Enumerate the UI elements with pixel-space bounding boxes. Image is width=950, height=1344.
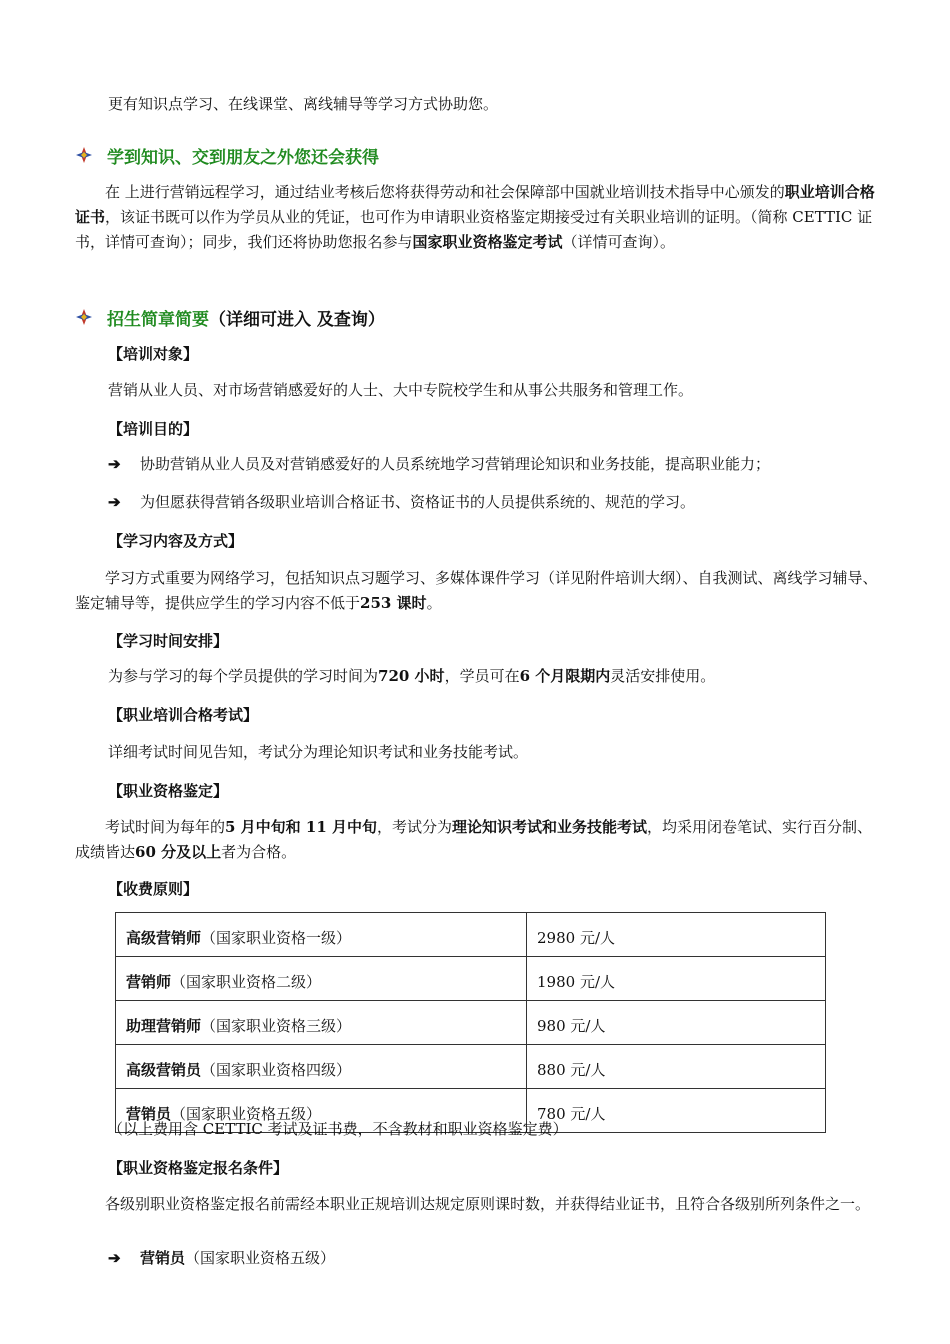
label-registration: 【职业资格鉴定报名条件】 [108, 1159, 289, 1177]
study-time-hours: 720 小时 [378, 667, 445, 685]
study-content-end: 。 [426, 594, 442, 612]
study-time-limit: 6 个月限期内 [519, 667, 611, 685]
fee-price-cell: 2980 元/人 [527, 913, 826, 957]
goal-item [108, 490, 695, 515]
level-title: 高级营销师 [126, 929, 202, 947]
level-title: 营销员 [126, 1105, 172, 1123]
exam-types: 理论知识考试和业务技能考试 [452, 818, 648, 836]
level-grade: （国家职业资格四级） [201, 1061, 352, 1079]
level-grade: （国家职业资格三级） [201, 1017, 352, 1035]
label-training-goal: 【培训目的】 [108, 420, 199, 438]
label-training-target: 【培训对象】 [108, 345, 199, 363]
registration-text: 各级别职业资格鉴定报名前需经本职业正规培训达规定原则课时数，并获得结业证书，且符合各级别所列条件之一。 [105, 1195, 871, 1213]
label-qualification: 【职业资格鉴定】 [108, 782, 229, 800]
level-title: 营销师 [126, 973, 172, 991]
qualification-text: 考试时间为每年的 [105, 818, 226, 836]
intro-line: 更有知识点学习、在线课堂、离线辅导等学习方式协助您。 [108, 95, 499, 113]
level-grade: （国家职业资格一级） [201, 929, 352, 947]
level-grade: （国家职业资格二级） [171, 973, 322, 991]
benefits-paragraph [75, 180, 880, 255]
study-time-text-cont: ，学员可在 [444, 667, 520, 685]
fee-price-cell: 1980 元/人 [527, 957, 826, 1001]
table-row [116, 1001, 826, 1045]
table-row [116, 1045, 826, 1089]
table-row [116, 913, 826, 957]
registration-item-level: （国家职业资格五级） [185, 1249, 336, 1267]
level-grade: （国家职业资格五级） [171, 1105, 322, 1123]
diamond-bullet-icon [75, 308, 93, 326]
fee-table [115, 912, 826, 1133]
fee-level-cell [116, 957, 527, 1001]
table-row [116, 957, 826, 1001]
level-title: 助理营销师 [126, 1017, 202, 1035]
qualification-paragraph [75, 815, 880, 865]
registration-item [108, 1246, 335, 1271]
fee-note: （以上费用含 CETTIC 考试及证书费，不含教材和职业资格鉴定费） [108, 1120, 568, 1138]
arrow-right-icon: ➔ [108, 1249, 121, 1267]
study-time-text: 为参与学习的每个学员提供的学习时间为 [108, 667, 379, 685]
study-content-paragraph [75, 566, 880, 616]
qualification-text-cont: ，考试分为 [377, 818, 453, 836]
pass-score: 60 分及以上 [135, 843, 222, 861]
goal-item [108, 452, 770, 477]
label-training-exam: 【职业培训合格考试】 [108, 706, 259, 724]
study-time-end: 灵活安排使用。 [610, 667, 716, 685]
goal-item-text: 协助营销从业人员及对营销感爱好的人员系统地学习营销理论知识和业务技能，提高职业能力； [140, 455, 771, 473]
fee-price-cell: 980 元/人 [527, 1001, 826, 1045]
benefits-text-cont: ，该证书既可以作为学员从业的凭证，也可作为申请职业资格鉴定期接受过有关职业培训的证明。（简称 CETTIC 证书，详情可查询）；同步，我们还将协助您报名参与 [75, 208, 873, 251]
training-exam-text: 详细考试时间见告知，考试分为理论知识考试和业务技能考试。 [108, 743, 529, 761]
section-heading-admission [75, 304, 385, 330]
qualification-end: 者为合格。 [221, 843, 297, 861]
study-content-text: 学习方式重要为网络学习，包括知识点习题学习、多媒体课件学习（详见附件培训大纲）、自我测试、离线学习辅导、鉴定辅导等，提供应学生的学习内容不低于 [75, 569, 878, 612]
registration-item-title: 营销员 [140, 1249, 186, 1267]
goal-item-text: 为但愿获得营销各级职业培训合格证书、资格证书的人员提供系统的、规范的学习。 [140, 493, 696, 511]
label-study-time: 【学习时间安排】 [108, 632, 229, 650]
training-target-text: 营销从业人员、对市场营销感爱好的人士、大中专院校学生和从事公共服务和管理工作。 [108, 381, 694, 399]
study-time-paragraph [108, 664, 715, 689]
label-study-content: 【学习内容及方式】 [108, 532, 244, 550]
fee-level-cell [116, 913, 527, 957]
study-hours: 253 课时 [360, 594, 427, 612]
section-title: 招生简章简要 [107, 309, 209, 330]
level-title: 高级营销员 [126, 1061, 202, 1079]
section-title: 学到知识、交到朋友之外您还会获得 [107, 147, 379, 168]
certificate-name: 职业培训合格证书 [75, 183, 875, 226]
fee-level-cell [116, 1045, 527, 1089]
section-heading-benefits [75, 142, 379, 168]
fee-price-cell: 780 元/人 [527, 1089, 826, 1133]
section-subtitle: （详细可进入 及查询） [209, 309, 385, 330]
exam-name: 国家职业资格鉴定考试 [412, 233, 563, 251]
qualification-text-cont2: ，均采用闭卷笔试、实行百分制、成绩皆达 [75, 818, 873, 861]
fee-level-cell [116, 1001, 527, 1045]
arrow-right-icon: ➔ [108, 455, 121, 473]
exam-months: 5 月中旬和 11 月中旬 [225, 818, 377, 836]
arrow-right-icon: ➔ [108, 493, 121, 511]
fee-price-cell: 880 元/人 [527, 1045, 826, 1089]
benefits-text: 在 上进行营销远程学习，通过结业考核后您将获得劳动和社会保障部中国就业培训技术指导中心颁发的 [105, 183, 785, 201]
benefits-text-end: （详情可查询）。 [562, 233, 676, 251]
label-fees: 【收费原则】 [108, 880, 199, 898]
diamond-bullet-icon [75, 146, 93, 164]
